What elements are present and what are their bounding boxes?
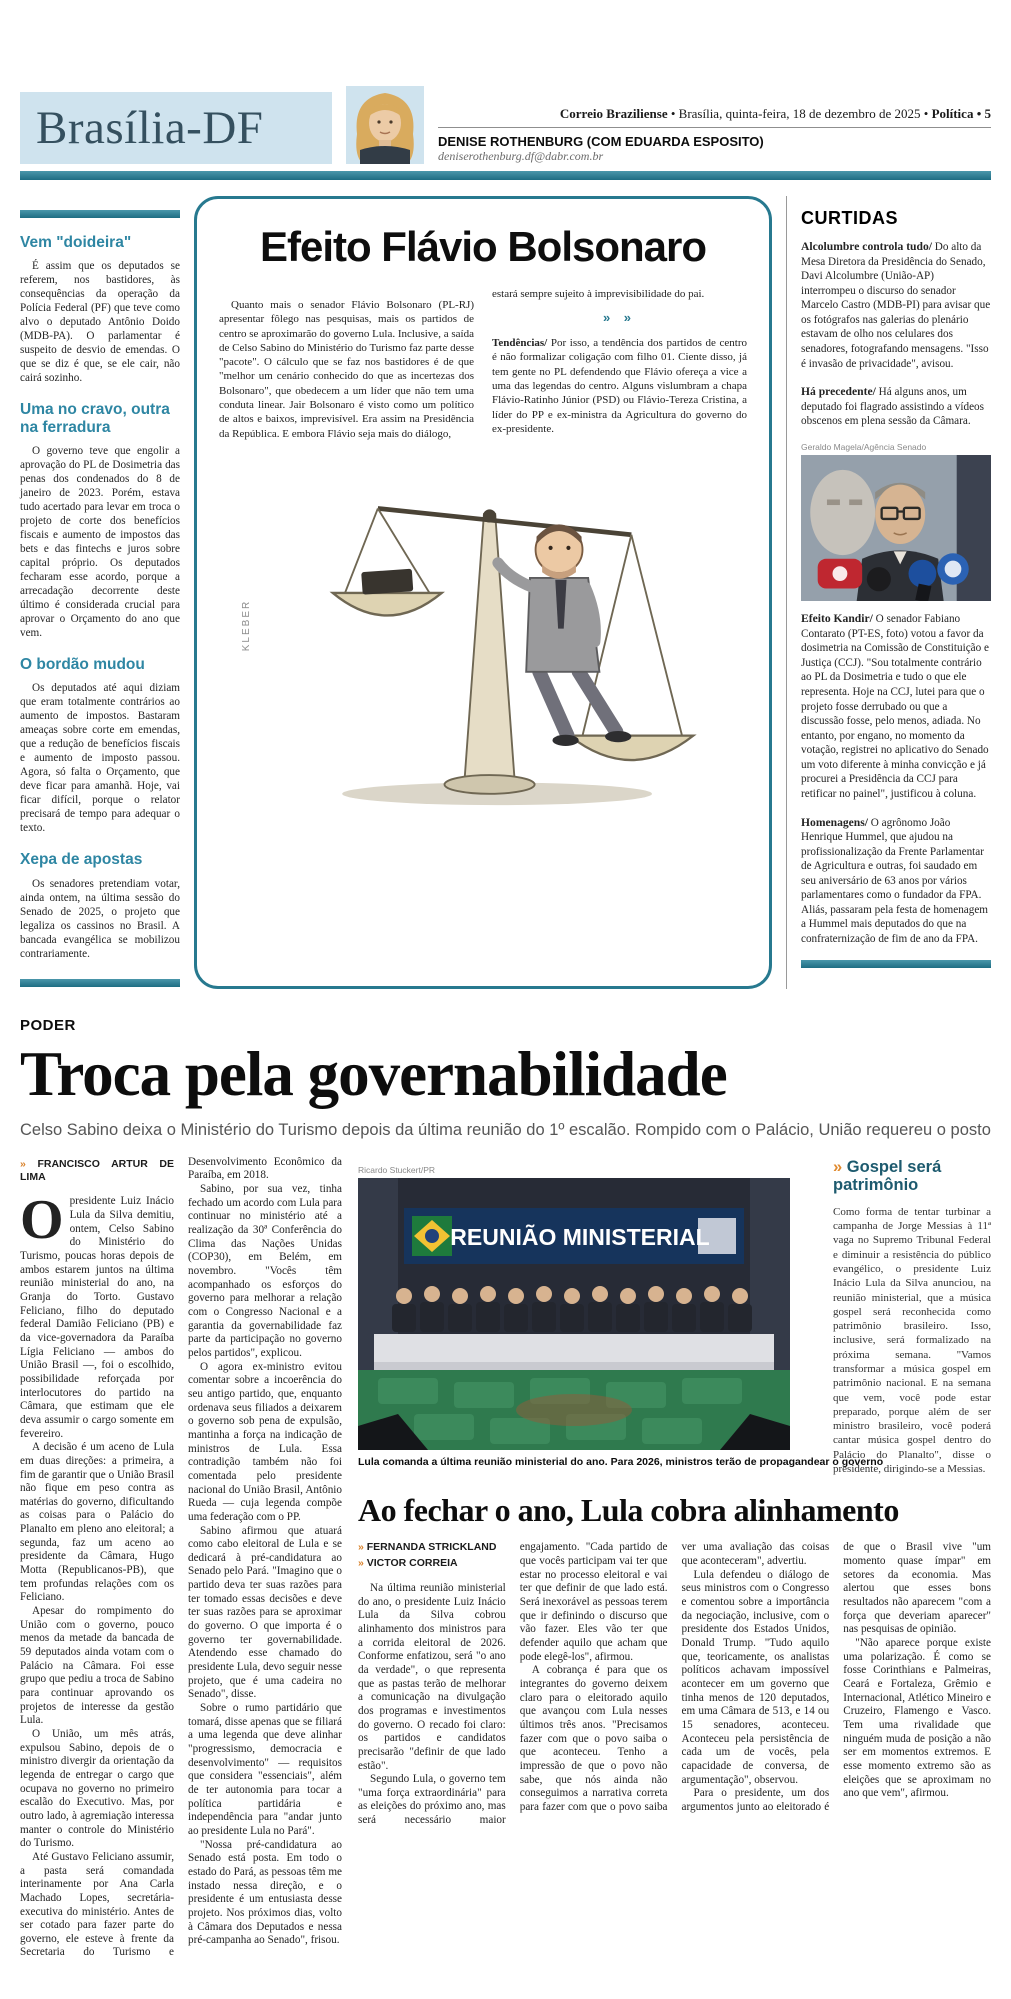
curtidas-item-text: O agrônomo João Henrique Hummel, que ajudou na profissionalização da Frente Parlamentar de Agricultura e outras, foi saudado em seu aniversário de 63 anos por vários parlamentares como o fundador da FPA. Aliás, passaram pela festa de homenagem a Hummel mais deputados do que na confraternização de fim de ano da FPA. (801, 816, 989, 945)
article-paragraph: A decisão é um aceno de Lula em duas direções: a primeira, a fim de garantir que o União Brasil não fique em peso contra as matérias do governo, dificultando as coisas para o Palácio do Planalto em pleno ano eleitoral; a segunda, faz um aceno ao presidente da Câmara, Hugo Motta (Republicanos-PB), que tem profundas relações com os Feliciano. (20, 1441, 174, 1604)
editorial-cartoon (219, 454, 747, 822)
feature-col1-text: Quanto mais o senador Flávio Bolsonaro (PL-RJ) apresentar fôlego nas pesquisas, mais os partidos de centro se aproximarão do governo Lula. Inclusive, a saída de Celso Sabino do Ministério do Turismo faz parte desse "pacote". O cálculo que se faz nos bastidores é de que "melhor um cenário conhecido do que as incertezas dos Bolsonaro", que obedecem a um líder que não tem uma conduta linear. Jair Bolsonaro é visto como um político de altos e baixos, imprevisível. Era assim na Presidência da República. E embora Flávio seja mais do diálogo, (219, 299, 474, 440)
article-paragraph: Apesar do rompimento do União com o governo, pouco menos da metade da bancada de 59 deputados ainda votam com o Palácio na Câmara. Foi esse grupo que pediu a troca de Sabino para continuar aprovando os projetos de interesse da gestão Lula. (20, 1605, 174, 1727)
byline (358, 1541, 506, 1554)
curtidas-item (801, 384, 991, 429)
article-paragraph: "Não aparece porque existe uma polarização. É como se fosse Corinthians e Palmeiras, Ceará e Fortaleza, Grêmio e Internacional, Atlético Mineiro e Cruzeiro, Flamengo e Vasco. Tem uma rivalidade que ninguém muda de posição a não ser em momentos extremos. E esse momento extremo são as eleições que se aproximam no ano que vem", afirmou. (843, 1636, 991, 1800)
byline (358, 1557, 506, 1570)
curtidas-item-lead: Homenagens/ (801, 815, 868, 829)
curtidas-bottom-bar (801, 960, 991, 968)
newspaper-page (0, 86, 1011, 1960)
gospel-title (833, 1158, 991, 1195)
photo-banner-text: REUNIÃO MINISTERIAL (450, 1223, 710, 1250)
senator-press-photo-illustration (801, 455, 991, 601)
note-text: O governo teve que engolir a aprovação do PL de Dosimetria das penas dos condenados do 8 de janeiro de 2023. Porém, estava tudo acertado para levar em troca o projeto de corte dos benefícios fiscais e aumento de impostos das bets e das fintechs e juros sobre capital próprio. Os deputados fecharam esse acordo, porque a arrecadação decorrente deste último é considerada crucial para aprovar o Orçamento do ano que vem. (20, 445, 180, 640)
page-title: Brasília-DF (36, 102, 264, 154)
note-title: Xepa de apostas (20, 851, 143, 869)
chevron-icon: » (833, 1157, 843, 1176)
article-paragraph: Opresidente Luiz Inácio Lula da Silva demitiu, ontem, Celso Sabino do Ministério do Turismo, poucas horas depois de ambos estarem juntos na última reunião ministerial do ano, na Granja do Torto. Gustavo Feliciano, filho do deputado federal Damião Feliciano (PB) e da vice-governadora da Paraíba Lígia Feliciano — ambos do União Brasil —, foi o escolhido, possibilidade reforçada por interlocutores do partido na Câmara, que estimam que ele deva assumir o cargo somente em fevereiro. (20, 1189, 174, 1440)
note-text: É assim que os deputados se referem, nos bastidores, às consequências da operação da Polícia Federal (PF) que teve como alvo o deputado Antônio Doido (MDB-PA). O parlamentar é suspeito de desvio de emendas. O que se diz é que, se ele cair, não cairá sozinho. (20, 260, 180, 385)
article-paragraph: Segundo Lula, o governo tem "uma força extraordinária" para as eleições do próximo ano, mas será necessário maior engajamento. "Cada partido de que vocês participam vai ter que estar no processo eleitoral e vai ter que definir de que lado está. Será inexorável as pessoas terem que ir definindo o discurso que vão fazer. Eles vão ter que defender aquilo que acham que pode elegê-los", afirmou. (358, 1541, 668, 1827)
edition-date: • Brasília, quinta-feira, 18 de dezembro de 2025 • (667, 106, 932, 121)
secondary-article-body (358, 1541, 991, 1827)
feature-columns (219, 287, 747, 452)
main-subtitle: Celso Sabino deixa o Ministério do Turismo depois da última reunião do 1º escalão. Rompido com o Palácio, União requereu o posto (20, 1120, 991, 1139)
article-paragraph: O agora ex-ministro evitou comentar sobre a incoerência do seu antigo partido, que, enquanto ordenava seus filiados a deixarem o governo sob pena de expulsão, mantinha a força na indicação de ministros de Lula. Essa contradição também não foi comentada pelo presidente nacional do União Brasil, Antônio Rueda — cuja legenda compõe uma federação com o PP. (188, 1360, 342, 1523)
gospel-text: Como forma de tentar turbinar a campanha de Jorge Messias à 11ª vaga no Supremo Tribunal Federal e diminuir a resistência do público evangélico, o presidente Luiz Inácio Lula da Silva anunciou, na reunião ministerial, que a música gospel será reconhecida como patrimônio brasileiro. Isso, inclusive, será formalizado na próxima semana. "Vamos transformar a música gospel em patrimônio nacional. E na semana que vem, você pode estar preparado, porque além de ser ministro brasileiro, você poderá cantar música gospel dentro do Palácio do Planalto", disse o presidente, dirigindo-se a Messias. (833, 1205, 991, 1476)
byline-name: FERNANDA STRICKLAND (366, 1541, 497, 1554)
curtidas-item-lead: Alcolumbre controla tudo/ (801, 240, 932, 253)
article-paragraph: Sabino, por sua vez, tinha fechado um acordo com Lula para continuar no ministério até a realização da 30ª Conferência do Clima das Nações Unidas (COP30), em Belém, em novembro. "Vocês têm acompanhado os esforços do governo para melhorar a relação com o Congresso Nacional e a garantia da governabilidade faz parte da participação no governo pelos partidos", explicou. (188, 1183, 342, 1359)
ministerial-meeting-photo-illustration (358, 1178, 790, 1450)
note-item (20, 851, 180, 960)
byline-name: VICTOR CORREIA (366, 1557, 458, 1570)
feature-col2 (492, 287, 747, 452)
byline-marker-icon: » (358, 1557, 364, 1570)
notes-list (20, 234, 180, 961)
article-paragraph: O União, um mês atrás, expulsou Sabino, depois de o ministro divergir da orientação da legenda de entregar o cargo que ocupava no governo no primeiro escalão do Executivo. Mas, por outro lado, à agremiação interessa manter o controle do Ministério do Turismo. (20, 1727, 174, 1850)
balance-scale-cartoon-illustration (248, 454, 718, 822)
main-headline: Troca pela governabilidade (20, 1038, 727, 1109)
page-header (20, 86, 991, 164)
byline-marker-icon: » (20, 1157, 26, 1170)
header-right (438, 106, 991, 164)
curtidas-item-text: Há alguns anos, um deputado foi flagrado assistindo a vídeos obscenos em plena sessão da Câmara. (801, 386, 984, 428)
curtidas-item-text: O senador Fabiano Contarato (PT-ES, foto) votou a favor da dosimetria na Comissão de Constituição e Justiça (CCJ). "Sou totalmente contrário ao PL da Dosimetria e tudo o que ele representa. Hoje na CCJ, lutei para que o projeto fosse derrubado ou que a discussão fosse, pelo menos, adiada. No entanto, por engano, no momento da votação, registrei no aplicativo do Senado um voto diferente à minha convicção e já procurei a Presidência da CCJ para retificar no painel", justificou à coluna. (801, 613, 989, 800)
columnist-avatar (346, 86, 424, 164)
article-grid (20, 1156, 991, 1960)
secondary-headline: Ao fechar o ano, Lula cobra alinhamento (358, 1492, 899, 1529)
note-item (20, 401, 180, 640)
curtidas-item (801, 815, 991, 947)
curtidas-item-lead: Há precedente/ (801, 385, 876, 399)
column-section (20, 196, 991, 989)
section-divider-bar (20, 171, 991, 180)
columnist-portrait-illustration (346, 86, 424, 164)
poder-section (20, 1017, 991, 1960)
edition-line (438, 106, 991, 128)
note-text: Os senadores pretendiam votar, ainda ontem, na última sessão do Senado de 2025, o projeto que legaliza os cassinos no Brasil. A bancada evangélica se mobilizou contrariamente. (20, 877, 180, 960)
photo-credit: Geraldo Magela/Agência Senado (801, 441, 927, 452)
columnist-email: deniserothenburg.df@dabr.com.br (438, 149, 604, 163)
note-item (20, 656, 180, 835)
feature-article-box (194, 196, 772, 989)
byline (20, 1158, 174, 1184)
article-paragraph: Sobre o rumo partidário que tomará, disse apenas que se filiará a uma legenda que deve alinhar "progressismo, democracia e desenvolvimento" — requisitos que considera "essenciais", além de ter autonomia para tocar a política partidária e independência para "andar junto ao presidente Lula no Pará". (188, 1702, 342, 1837)
curtidas-item-lead: Efeito Kandir/ (801, 612, 873, 626)
byline-name: FRANCISCO ARTUR DE LIMA (20, 1157, 174, 1183)
feature-col2-text (492, 336, 747, 436)
article-paragraph: Para o presidente, um dos argumentos junto ao eleitorado é de que o Brasil vive "um momento quase ímpar" em setores da economia. Mas alertou que esses bons resultados não aparecem "com a força que deveriam aparecer" nas pesquisas de opinião. (681, 1541, 991, 1813)
curtidas-item-text: Do alto da Mesa Diretora da Presidência do Senado, Davi Alcolumbre (União-AP) interrompeu o discurso do senador Marcelo Castro (MDB-PI) para avisar que os fotógrafos nas galerias do plenário estavam de olho nos celulares dos senadores, fotografando mensagens. "Isso é invasão de privacidade", avisou. (801, 241, 991, 370)
ministerial-photo-figure (358, 1156, 884, 1468)
article-paragraph: Lula defendeu o diálogo de seus ministros com o Congresso e comentou sobre a importância da negociação, inclusive, com o presidente dos Estados Unidos, Donald Trump. "Tudo aquilo que, teoricamente, os analistas políticos achavam impossível acontecer em um governo que tinha menos de 120 deputados, em uma Câmara de 513, e 14 ou 15 senadores, aconteceu. Aconteceu pela persistência de cada um de vocês, pela capacidade de conversa, de argumentação", observou. (681, 1568, 830, 1786)
curtidas-item (801, 239, 991, 371)
article-paragraph: Até Gustavo Feliciano assumir, a pasta será comandada interinamente por Ana Carla Machado Lopes, secretária-executiva do ministério. Antes de ser cotado para fazer parte do governo, ele esteve à frente da Secretaria do Turismo e Desenvolvimento Econômico da Paraíba, em 2018. (20, 1155, 342, 1959)
masthead-box (20, 92, 332, 164)
article-paragraph: A cobrança é para que os integrantes do governo deixem claro para o eleitorado aquilo que avançou com Lula nesses últimos três anos. "Precisamos fazer com que o povo saiba o que aconteceu. Tenho a impressão de que o povo não sabe, que nós ainda não conseguimos a narrativa correta para fazer com que o povo saiba ver uma avaliação das coisas que aconteceram", advertiu. (519, 1541, 830, 1813)
main-article-body (20, 1156, 342, 1960)
photo-credit: Ricardo Stuckert/PR (358, 1164, 435, 1175)
note-title: Uma no cravo, outra na ferradura (20, 401, 170, 436)
article-paragraph: Sabino afirmou que atuará como cabo eleitoral de Lula e se dedicará à pré-candidatura ao Senado pelo Pará. "Imagino que o partido deva ter suas razões para ter tomado essas decisões e deve ter suas razões para se aproximar do governo. O que importa é o governo ter governabilidade. Atendendo esse chamado do presidente Lula, devo seguir nesse projeto, que é uma cadeira no Senado", disse. (188, 1524, 342, 1701)
photo-caption: Lula comanda a última reunião ministerial do ano. Para 2026, ministros terão de propagandear o governo (358, 1455, 884, 1468)
chevrons-marker: » » (602, 310, 637, 326)
senator-photo (801, 455, 991, 601)
note-title: O bordão mudou (20, 656, 145, 674)
columnist-name: DENISE ROTHENBURG (COM EDUARDA ESPOSITO) (438, 134, 764, 149)
notes-top-bar (20, 210, 180, 218)
notes-bottom-bar (20, 979, 180, 987)
notes-column (20, 196, 180, 989)
feature-col2-rest: Por isso, a tendência dos partidos de centro é não formalizar coligação com filho 01. Ciente disso, já tem gente no PL defendendo que Flávio ofereça a vice a uma das legendas do centro. Alguns vislumbram a chapa Flávio-Ratinho Júnior (PSD) ou Flávio-Tereza Cristina, a líder do PP e ex-ministra da Agricultura do governo do ex-presidente. (492, 337, 747, 435)
center-region (358, 1156, 991, 1960)
feature-lead-in: Tendências/ (492, 337, 548, 350)
gospel-title-text: Gospel será patrimônio (833, 1157, 942, 1195)
note-title: Vem "doideira" (20, 234, 132, 251)
curtidas-item (801, 611, 991, 801)
feature-headline: Efeito Flávio Bolsonaro (259, 223, 707, 270)
photo-row (358, 1156, 991, 1477)
byline-marker-icon: » (358, 1541, 364, 1554)
paper-name: Correio Braziliense (559, 106, 668, 121)
curtidas-column (786, 196, 991, 989)
cartoonist-signature: KLEBER (241, 599, 253, 651)
article-paragraph: "Nossa pré-candidatura ao Senado está posta. Em todo o estado do Pará, as pessoas têm me instado nessa direção, e o presidente é um entusiasta desse projeto. Nos próximos dias, volto à Câmara dos Deputados e nessa pré-campanha ao Senado", frisou. (188, 1838, 342, 1947)
feature-col2-lead: estará sempre sujeito à imprevisibilidade do pai. (492, 288, 705, 300)
article-paragraph: Na última reunião ministerial do ano, o presidente Luiz Inácio Lula da Silva cobrou alinhamento dos ministros para a corrida eleitoral de 2026. Conforme enfatizou, será "o ano da verdade", o que representa que as pastas terão de melhorar a comunicação na divulgação dos programas e investimentos do governo. O recado foi claro: os partidos e candidatos precisarão "definir de que lado estão". (358, 1581, 506, 1772)
note-text: Os deputados até aqui diziam que eram totalmente contrários ao aumento de impostos. Bastaram ameaças sobre corte em emendas, que a redução de benefícios fiscais e aumento de imposto passou. Agora, só falta o Orçamento, que deve ficar para amanhã. Hoje, vai ficar difícil, porque o relator precisará de tempo para adequar o texto. (20, 682, 180, 835)
gospel-sidebar (833, 1156, 991, 1477)
curtidas-title: CURTIDAS (801, 208, 898, 228)
note-item (20, 234, 180, 385)
columnist-info (438, 128, 991, 164)
section-kicker: PODER (20, 1016, 76, 1034)
section-page: Política • 5 (931, 106, 991, 121)
